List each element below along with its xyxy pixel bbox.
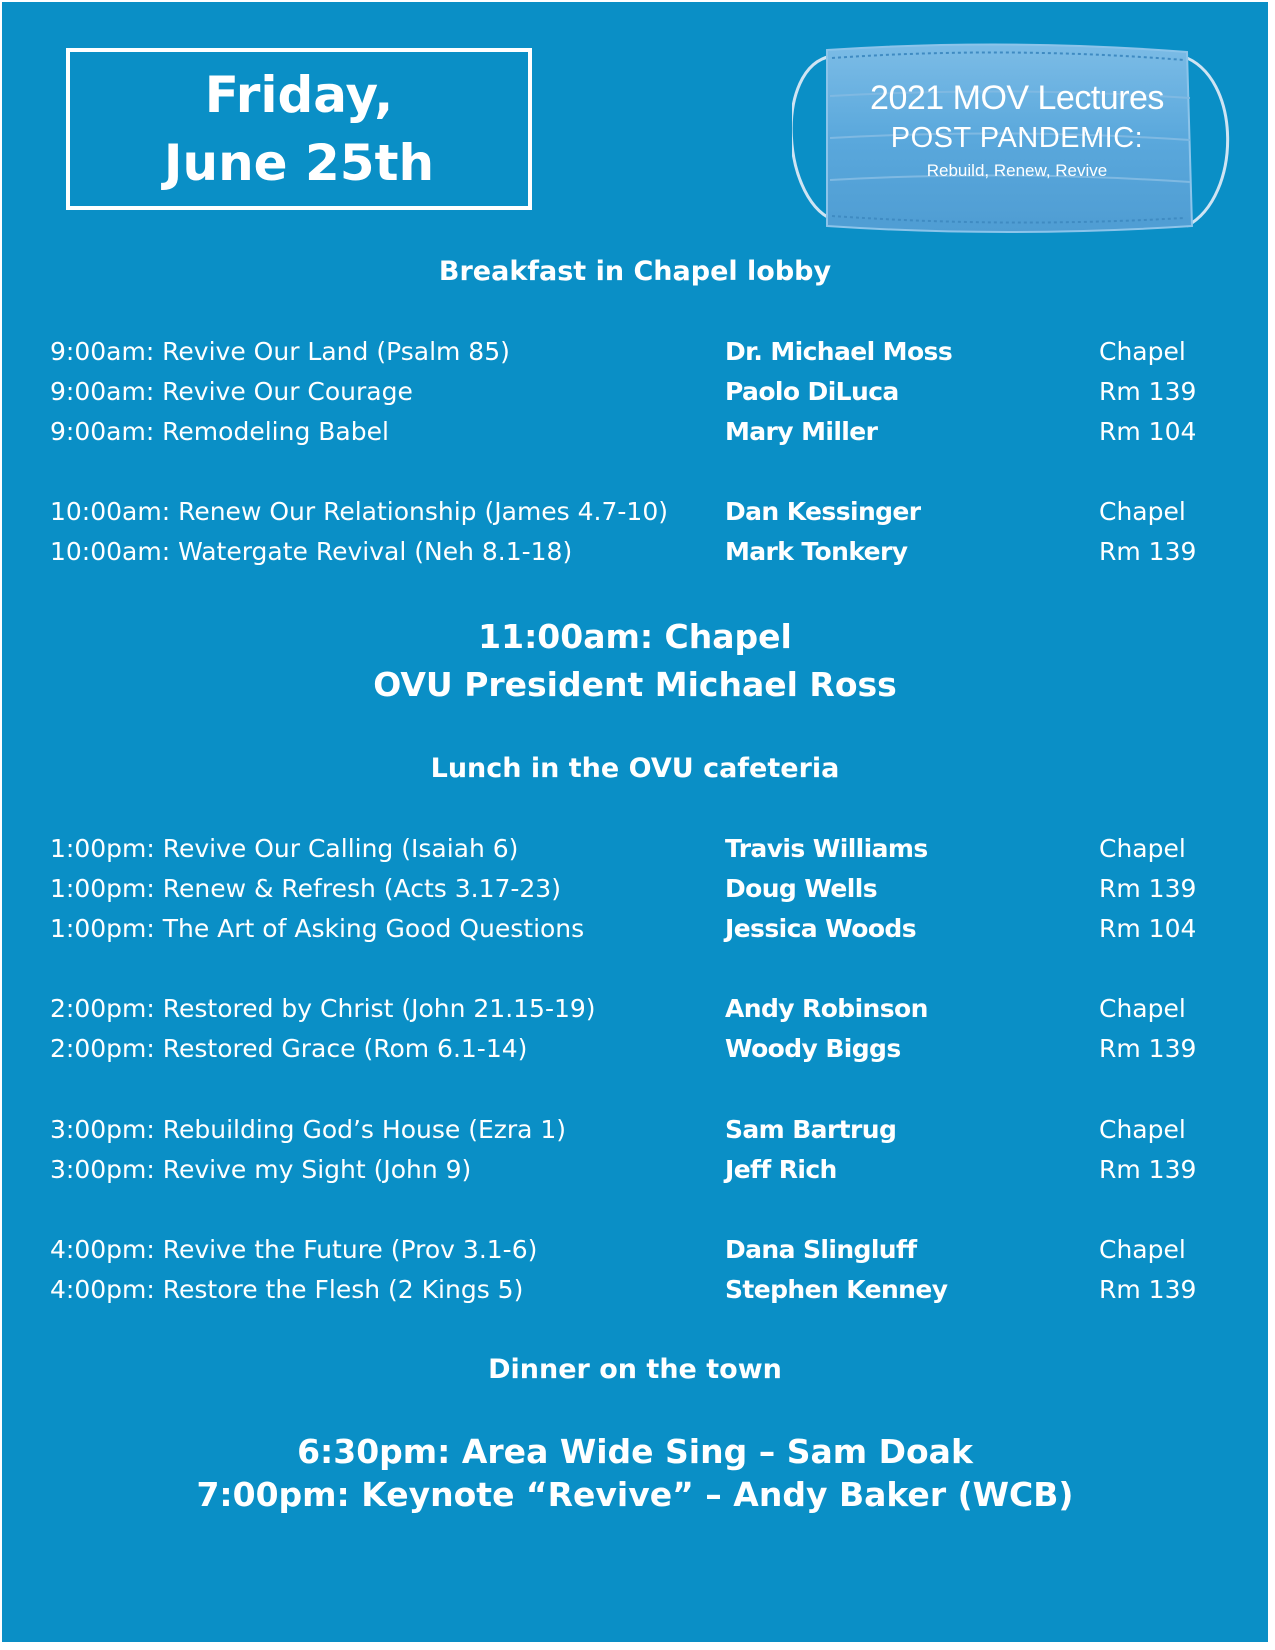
- session-speaker: Sam Bartrug: [725, 1115, 897, 1144]
- session-room: Chapel: [1099, 834, 1186, 863]
- logo-title: 2021 MOV Lectures: [870, 79, 1164, 117]
- session-row: [2, 869, 1268, 909]
- session-row: [2, 1230, 1268, 1270]
- session-speaker: Andy Robinson: [725, 994, 928, 1023]
- chapel-speaker-heading: OVU President Michael Ross: [373, 665, 897, 704]
- session-speaker: Mark Tonkery: [725, 537, 908, 566]
- session-room: Rm 139: [1099, 874, 1197, 903]
- session-speaker: Jessica Woods: [725, 914, 916, 943]
- session-speaker: Dr. Michael Moss: [725, 337, 953, 366]
- breakfast-heading: Breakfast in Chapel lobby: [438, 256, 832, 287]
- session-row: [2, 909, 1268, 949]
- lunch-heading: Lunch in the OVU cafeteria: [430, 753, 840, 784]
- session-title: 3:00pm: Revive my Sight (John 9): [50, 1155, 472, 1184]
- session-speaker: Stephen Kenney: [725, 1275, 948, 1304]
- face-mask-logo: [792, 36, 1232, 246]
- session-room: Chapel: [1099, 994, 1186, 1023]
- session-room: Rm 139: [1099, 1275, 1197, 1304]
- session-room: Rm 139: [1099, 1155, 1197, 1184]
- logo-text: [852, 76, 1182, 186]
- session-speaker: Travis Williams: [725, 834, 928, 863]
- session-title: 9:00am: Revive Our Land (Psalm 85): [50, 337, 510, 366]
- session-row: [2, 1110, 1268, 1150]
- session-row: [2, 829, 1268, 869]
- session-speaker: Jeff Rich: [725, 1155, 837, 1184]
- session-title: 2:00pm: Restored Grace (Rom 6.1-14): [50, 1034, 528, 1063]
- session-room: Rm 104: [1099, 914, 1197, 943]
- session-room: Chapel: [1099, 337, 1186, 366]
- session-row: [2, 1150, 1268, 1190]
- session-title: 4:00pm: Restore the Flesh (2 Kings 5): [50, 1275, 524, 1304]
- session-title: 1:00pm: The Art of Asking Good Questions: [50, 914, 585, 943]
- session-title: 4:00pm: Revive the Future (Prov 3.1-6): [50, 1235, 538, 1264]
- session-row: [2, 372, 1268, 412]
- session-room: Rm 104: [1099, 417, 1197, 446]
- session-speaker: Paolo DiLuca: [725, 377, 899, 406]
- chapel-heading: 11:00am: Chapel: [478, 617, 792, 656]
- session-row: [2, 989, 1268, 1029]
- session-title: 10:00am: Watergate Revival (Neh 8.1-18): [50, 537, 573, 566]
- session-row: [2, 532, 1268, 572]
- session-title: 9:00am: Remodeling Babel: [50, 417, 389, 446]
- session-row: [2, 1270, 1268, 1310]
- date-label: June 25th: [163, 134, 435, 192]
- session-row: [2, 1029, 1268, 1069]
- session-room: Chapel: [1099, 1235, 1186, 1264]
- session-room: Chapel: [1099, 497, 1186, 526]
- evening-sing-heading: 6:30pm: Area Wide Sing – Sam Doak: [297, 1432, 973, 1471]
- session-room: Chapel: [1099, 1115, 1186, 1144]
- day-label: Friday,: [204, 66, 394, 124]
- schedule-panel: [2, 2, 1268, 1642]
- logo-subtitle: POST PANDEMIC:: [890, 122, 1144, 154]
- session-title: 1:00pm: Revive Our Calling (Isaiah 6): [50, 834, 519, 863]
- session-speaker: Woody Biggs: [725, 1034, 901, 1063]
- session-speaker: Doug Wells: [725, 874, 877, 903]
- dinner-heading: Dinner on the town: [488, 1354, 782, 1385]
- session-title: 2:00pm: Restored by Christ (John 21.15-19): [50, 994, 596, 1023]
- session-row: [2, 492, 1268, 532]
- date-box: [66, 48, 532, 210]
- evening-keynote-heading: 7:00pm: Keynote “Revive” – Andy Baker (WCB): [196, 1475, 1074, 1514]
- session-room: Rm 139: [1099, 1034, 1197, 1063]
- session-row: [2, 412, 1268, 452]
- session-title: 10:00am: Renew Our Relationship (James 4.7-10): [50, 497, 668, 526]
- session-title: 1:00pm: Renew & Refresh (Acts 3.17-23): [50, 874, 561, 903]
- session-row: [2, 332, 1268, 372]
- session-title: 3:00pm: Rebuilding God’s House (Ezra 1): [50, 1115, 567, 1144]
- session-room: Rm 139: [1099, 537, 1197, 566]
- session-speaker: Mary Miller: [725, 417, 878, 446]
- logo-tagline: Rebuild, Renew, Revive: [926, 161, 1108, 180]
- session-speaker: Dan Kessinger: [725, 497, 921, 526]
- session-room: Rm 139: [1099, 377, 1197, 406]
- session-speaker: Dana Slingluff: [725, 1235, 917, 1264]
- session-title: 9:00am: Revive Our Courage: [50, 377, 413, 406]
